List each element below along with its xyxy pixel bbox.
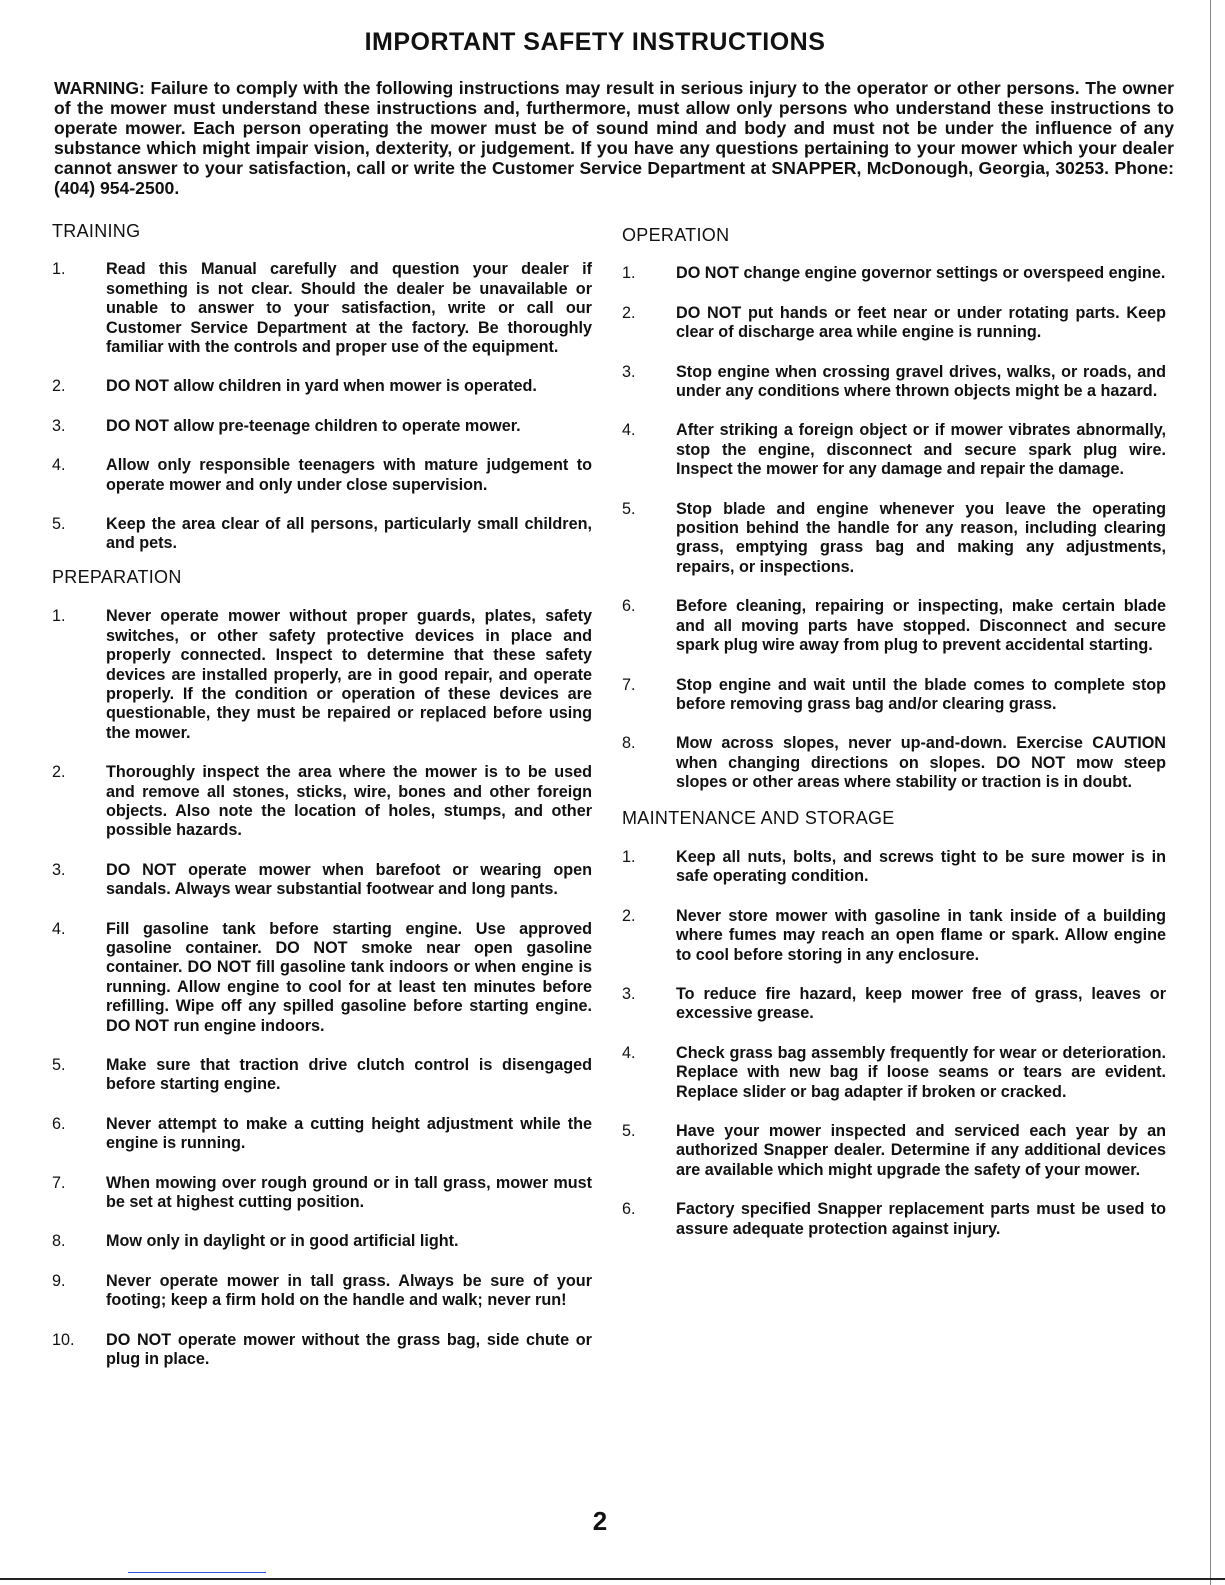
item-number: 6. [622,597,636,616]
item-text: Before cleaning, repairing or inspecting, make certain blade and all moving parts have stopped. Disconnect and secure spark plug wire away from plug to prevent accidental starting. [676,597,1166,655]
maintenance-item-1 [622,848,1166,887]
item-number: 4. [52,919,66,938]
maintenance-item-2 [622,907,1166,965]
preparation-item-6 [52,1115,592,1154]
maintenance-item-4 [622,1044,1166,1102]
item-text: Thoroughly inspect the area where the mower is to be used and remove all stones, sticks, wire, bones and other foreign objects. Also note the location of holes, stumps, and other possible hazards. [106,763,592,840]
item-text: Have your mower inspected and serviced each year by an authorized Snapper dealer. Determine if any additional devices are available which might upgrade the safety of your mower. [676,1122,1166,1179]
item-number: 1. [52,607,66,626]
left-column [52,222,592,1369]
training-item-5 [52,515,592,554]
item-number: 4. [622,1043,636,1062]
training-item-3 [52,417,592,436]
item-text: Keep the area clear of all persons, particularly small children, and pets. [106,515,592,553]
item-number: 3. [52,860,66,879]
item-text: DO NOT allow children in yard when mower is operated. [106,377,537,396]
item-number: 5. [622,499,636,518]
item-text: To reduce fire hazard, keep mower free of grass, leaves or excessive grease. [676,984,1166,1023]
preparation-item-5 [52,1056,592,1095]
item-text: After striking a foreign object or if mower vibrates abnormally, stop the engine, disconnect and secure spark plug wire. Inspect the mower for any damage and repair the damage. [676,421,1166,479]
operation-item-4 [622,421,1166,479]
operation-item-2 [622,304,1166,343]
preparation-heading: PREPARATION [52,566,182,587]
item-text: Allow only responsible teenagers with mature judgement to operate mower and only under close supervision. [106,456,592,494]
scan-underline-mark [128,1572,266,1573]
item-text: Never operate mower without proper guards, plates, safety switches, or other safety protective devices in place and properly connected. Inspect to determine that these safety devices are installed properly, are in good repair, and operate properly. If the condition or operation of these devices are questionable, they must be repaired or replaced before using the mower. [106,607,592,742]
preparation-item-10 [52,1331,592,1370]
training-heading: TRAINING [52,221,141,241]
operation-item-1 [622,264,1166,283]
preparation-item-8 [52,1232,592,1251]
item-text: Never store mower with gasoline in tank inside of a building where fumes may reach an open flame or spark. Allow engine to cool before storing in any enclosure. [676,906,1166,964]
preparation-item-3 [52,861,592,900]
maintenance-item-6 [622,1200,1166,1239]
item-text: Read this Manual carefully and question your dealer if something is not clear. Should the dealer be unavailable or unable to answer to your satisfaction, write or call our Customer Service Department at the factory. Be thoroughly familiar with the controls and proper use of the equipment. [106,260,592,357]
item-text: Mow only in daylight or in good artificial light. [106,1232,459,1251]
item-text: Keep all nuts, bolts, and screws tight to be sure mower is in safe operating condition. [676,847,1166,886]
item-text: DO NOT allow pre-teenage children to operate mower. [106,416,521,435]
item-number: 1. [622,264,636,283]
bottom-border-line [0,1578,1225,1580]
item-number: 4. [52,456,66,475]
item-text: DO NOT operate mower when barefoot or wearing open sandals. Always wear substantial footwear and long pants. [106,860,592,899]
training-item-1 [52,260,592,357]
item-number: 8. [52,1232,66,1251]
item-number: 4. [622,421,636,440]
item-number: 8. [622,734,636,753]
operation-item-3 [622,363,1166,402]
item-text: Stop blade and engine whenever you leave the operating position behind the handle for any reason, including clearing grass, emptying grass bag and making any adjustments, repairs, or inspections. [676,499,1166,576]
item-text: Stop engine when crossing gravel drives, walks, or roads, and under any conditions where thrown objects might be a hazard. [676,362,1166,401]
operation-item-8 [622,734,1166,792]
operation-item-6 [622,597,1166,655]
item-number: 2. [622,303,636,322]
item-number: 5. [622,1122,636,1140]
item-text: Never operate mower in tall grass. Always be sure of your footing; keep a firm hold on the handle and walk; never run! [106,1271,592,1310]
item-number: 9. [52,1271,66,1290]
item-text: Mow across slopes, never up-and-down. Exercise CAUTION when changing directions on slopes. DO NOT mow steep slopes or other areas where stability or traction is in doubt. [676,734,1166,792]
item-text: Check grass bag assembly frequently for wear or deterioration. Replace with new bag if loose seams or tears are evident. Replace slider or bag adapter if broken or cracked. [676,1043,1166,1101]
item-text: DO NOT operate mower without the grass bag, side chute or plug in place. [106,1330,592,1369]
warning-paragraph: WARNING: Failure to comply with the following instructions may result in serious injury to the operator or other persons. The owner of the mower must understand these instructions and, furthermore, must allow only persons who understand these instructions to operate mower. Each person operating the mower must be of sound mind and body and must not be under the influence of any substance which might impair vision, dexterity, or judgement. If you have any questions pertaining to your mower which your dealer cannot answer to your satisfaction, call or write the Customer Service Department at SNAPPER, McDonough, Georgia, 30253. Phone: (404) 954-2500. [54,78,1174,198]
item-number: 6. [622,1200,636,1219]
item-number: 2. [622,906,636,925]
preparation-item-7 [52,1174,592,1213]
item-number: 5. [52,515,66,534]
operation-heading: OPERATION [622,225,730,245]
item-number: 10. [52,1330,75,1349]
preparation-item-9 [52,1272,592,1311]
item-number: 3. [52,416,66,435]
preparation-item-1 [52,607,592,743]
training-item-2 [52,377,592,396]
item-text: Make sure that traction drive clutch control is disengaged before starting engine. [106,1056,592,1094]
item-number: 7. [52,1173,66,1192]
item-number: 3. [622,984,636,1003]
item-text: Never attempt to make a cutting height adjustment while the engine is running. [106,1114,592,1153]
item-number: 1. [52,260,66,279]
operation-item-5 [622,500,1166,578]
preparation-item-4 [52,920,592,1036]
item-text: DO NOT change engine governor settings or overspeed engine. [676,264,1166,283]
item-number: 5. [52,1056,66,1074]
item-text: Stop engine and wait until the blade comes to complete stop before removing grass bag and/or clearing grass. [676,675,1166,713]
item-text: When mowing over rough ground or in tall grass, mower must be set at highest cutting position. [106,1173,592,1212]
maintenance-item-5 [622,1122,1166,1180]
training-item-4 [52,456,592,495]
item-number: 2. [52,763,66,782]
maintenance-heading: MAINTENANCE AND STORAGE [622,807,895,828]
item-text: DO NOT put hands or feet near or under rotating parts. Keep clear of discharge area while engine is running. [676,303,1166,342]
item-text: Factory specified Snapper replacement parts must be used to assure adequate protection against injury. [676,1200,1166,1238]
operation-item-7 [622,676,1166,715]
page-title: IMPORTANT SAFETY INSTRUCTIONS [364,28,826,56]
item-number: 3. [622,362,636,381]
item-number: 7. [622,675,636,694]
page-number: 2 [592,1506,608,1536]
item-number: 1. [622,847,636,866]
preparation-item-2 [52,763,592,841]
right-column [622,226,1166,1239]
maintenance-item-3 [622,985,1166,1024]
item-number: 2. [52,377,66,396]
scan-edge-line [1210,0,1211,1585]
item-text: Fill gasoline tank before starting engine. Use approved gasoline container. DO NOT smoke near open gasoline container. DO NOT fill gasoline tank indoors or when engine is running. Allow engine to cool for at least ten minutes before refilling. Wipe off any spilled gasoline before starting engine. DO NOT run engine indoors. [106,919,592,1035]
item-number: 6. [52,1114,66,1133]
